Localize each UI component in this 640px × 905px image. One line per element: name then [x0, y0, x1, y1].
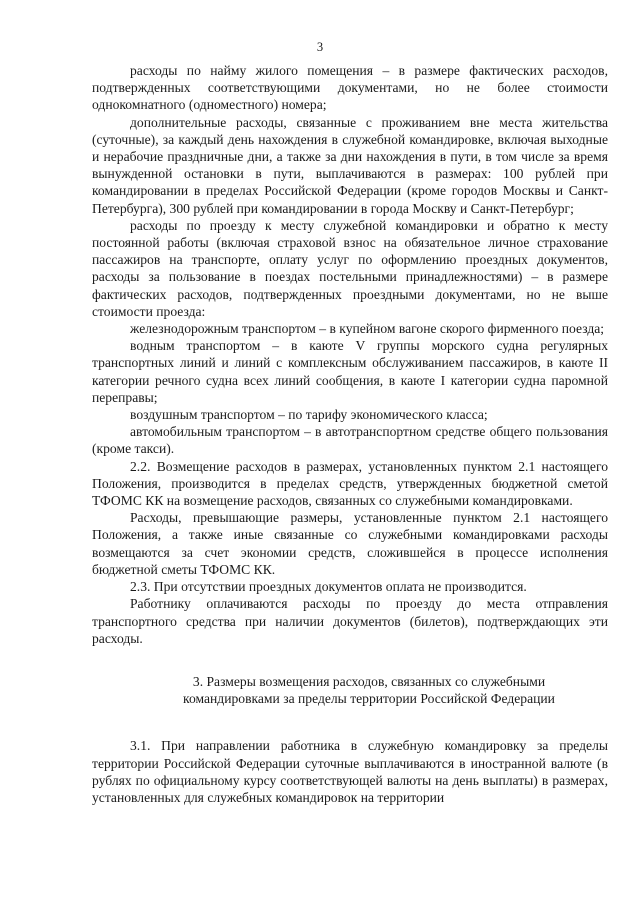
paragraph-2-2: 2.2. Возмещение расходов в размерах, установленных пунктом 2.1 настоящего Положения, производится в пределах средств, утвержденных бюджетной сметой ТФОМС КК на возмещение расходов, связанных со служебными командировками. — [92, 458, 608, 509]
section-heading-line-2: командировками за пределы территории Российской Федерации — [183, 691, 555, 707]
paragraph-3-1: 3.1. При направлении работника в служебную командировку за пределы территории Российской Федерации суточные выплачиваются в иностранной валюте (в рублях по официальному курсу соответствующей валюты на день выплаты) в размерах, установленных для служебных командировок на территории — [92, 738, 608, 805]
paragraph-excess-costs: Расходы, превышающие размеры, установленные пунктом 2.1 настоящего Положения, а также иные связанные со служебными командировками расходы возмещаются за счет экономии средств, сложившейся в процессе исполнения бюджетной сметы ТФОМС КК. — [92, 510, 608, 577]
paragraph-road: автомобильным транспортом – в автотранспортном средстве общего пользования (кроме такси). — [92, 424, 608, 457]
section-heading-line-1: 3. Размеры возмещения расходов, связанных со служебными — [192, 673, 546, 689]
paragraph-departure-travel: Работнику оплачиваются расходы по проезду до места отправления транспортного средства при наличии документов (билетов), подтверждающих эти расходы. — [92, 596, 608, 646]
paragraph-per-diem: дополнительные расходы, связанные с проживанием вне места жительства (суточные), за каждый день нахождения в служебной командировке, включая выходные и нерабочие праздничные дни, а также за дни нахождения в пути, в том числе за время вынужденной остановки в пути, выплачиваются в размерах: 100 рублей при командировании в пределах Российской Федерации (кроме городов Москвы и Санкт-Петербурга), 300 рублей при командировании в города Москву и Санкт-Петербург; — [92, 114, 608, 216]
paragraph-rail: железнодорожным транспортом – в купейном вагоне скорого фирменного поезда; — [130, 321, 605, 337]
section-heading — [92, 673, 608, 707]
paragraph-2-3: 2.3. При отсутствии проездных документов оплата не производится. — [130, 579, 527, 595]
paragraph-water: водным транспортом – в каюте V группы морского судна регулярных транспортных линий и линий с комплексным обслуживанием пассажиров, в каюте II категории речного судна всех линий сообщения, в каюте I категории судна паромной переправы; — [92, 338, 608, 405]
paragraph-air: воздушным транспортом – по тарифу экономического класса; — [130, 407, 488, 423]
paragraph-lodging: расходы по найму жилого помещения – в размере фактических расходов, подтвержденных соответствующими документами, но не более стоимости однокомнатного (одноместного) номера; — [92, 63, 608, 113]
document-body — [92, 62, 608, 806]
page-number: 3 — [316, 40, 324, 54]
paragraph-travel-costs: расходы по проезду к месту служебной командировки и обратно к месту постоянной работы (включая страховой взнос на обязательное личное страхование пассажиров на транспорте, оплату услуг по оформлению проездных документов, расходы за пользование в поездах постельными принадлежностями) – в размере фактических расходов, подтвержденных проездными документами, но не выше стоимости проезда: — [92, 217, 608, 319]
